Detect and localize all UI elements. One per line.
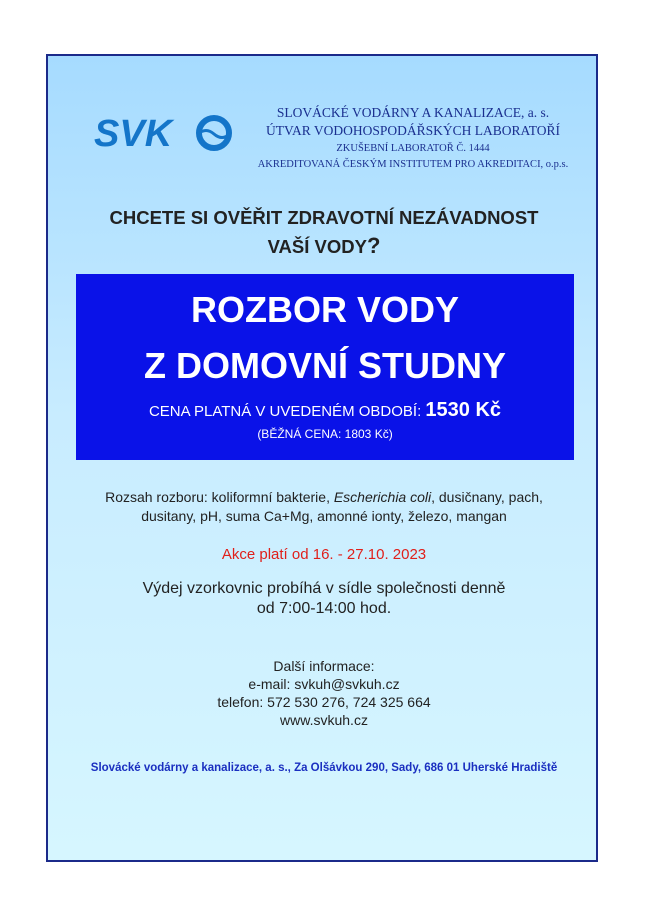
- offer-banner: [76, 274, 574, 460]
- scope-suffix: , dusičnany, pach,: [431, 489, 543, 505]
- org-lab-number: ZKUŠEBNÍ LABORATOŘ Č. 1444: [336, 143, 490, 154]
- info-phone: telefon: 572 530 276, 724 325 664: [217, 694, 431, 710]
- promo-period: Akce platí od 16. - 27.10. 2023: [221, 546, 427, 563]
- headline-line2: VAŠÍ VODY: [267, 236, 367, 257]
- headline: [58, 204, 590, 261]
- water-drop-wave-icon: [198, 118, 230, 148]
- analysis-scope: [58, 488, 590, 526]
- poster: [46, 54, 598, 862]
- info-web[interactable]: www.svkuh.cz: [280, 712, 368, 728]
- banner-title-1: ROZBOR VODY: [190, 289, 459, 330]
- org-name: SLOVÁCKÉ VODÁRNY A KANALIZACE, a. s.: [276, 105, 550, 120]
- pickup-line1: Výdej vzorkovnic probíhá v sídle společnosti denně: [142, 580, 506, 597]
- organization-header: [248, 104, 578, 173]
- scope-prefix: Rozsah rozboru: koliformní bakterie,: [105, 489, 334, 505]
- contact-info: [58, 657, 590, 729]
- org-department: ÚTVAR VODOHOSPODÁŘSKÝCH LABORATOŘÍ: [265, 123, 561, 138]
- price-label: CENA PLATNÁ V UVEDENÉM OBDOBÍ:: [148, 403, 426, 420]
- info-email[interactable]: e-mail: svkuh@svkuh.cz: [248, 676, 400, 692]
- info-heading: Další informace:: [273, 658, 375, 674]
- sample-pickup-info: [58, 579, 590, 619]
- price-value: 1530 Kč: [425, 399, 502, 421]
- scope-line2: dusitany, pH, suma Ca+Mg, amonné ionty, železo, mangan: [141, 508, 507, 524]
- pickup-line2: od 7:00-14:00 hod.: [256, 600, 392, 617]
- org-accreditation: AKREDITOVANÁ ČESKÝM INSTITUTEM PRO AKREDITACI, o.p.s.: [257, 159, 569, 170]
- logo-text: SVK: [94, 113, 173, 153]
- scope-line1: [58, 488, 590, 507]
- scope-italic: Escherichia coli: [333, 489, 432, 505]
- promo-price: [76, 398, 574, 424]
- headline-question-mark: ?: [366, 233, 381, 258]
- svk-logo: [94, 113, 234, 153]
- regular-price: (BĚŽNÁ CENA: 1803 Kč): [257, 427, 393, 441]
- banner-title-2: Z DOMOVNÍ STUDNY: [143, 345, 506, 386]
- footer-address: Slovácké vodárny a kanalizace, a. s., Za Olšávkou 290, Sady, 686 01 Uherské Hradiště: [90, 762, 558, 774]
- headline-line1: CHCETE SI OVĚŘIT ZDRAVOTNÍ NEZÁVADNOST: [109, 207, 539, 228]
- headline-line2-wrap: [58, 232, 590, 261]
